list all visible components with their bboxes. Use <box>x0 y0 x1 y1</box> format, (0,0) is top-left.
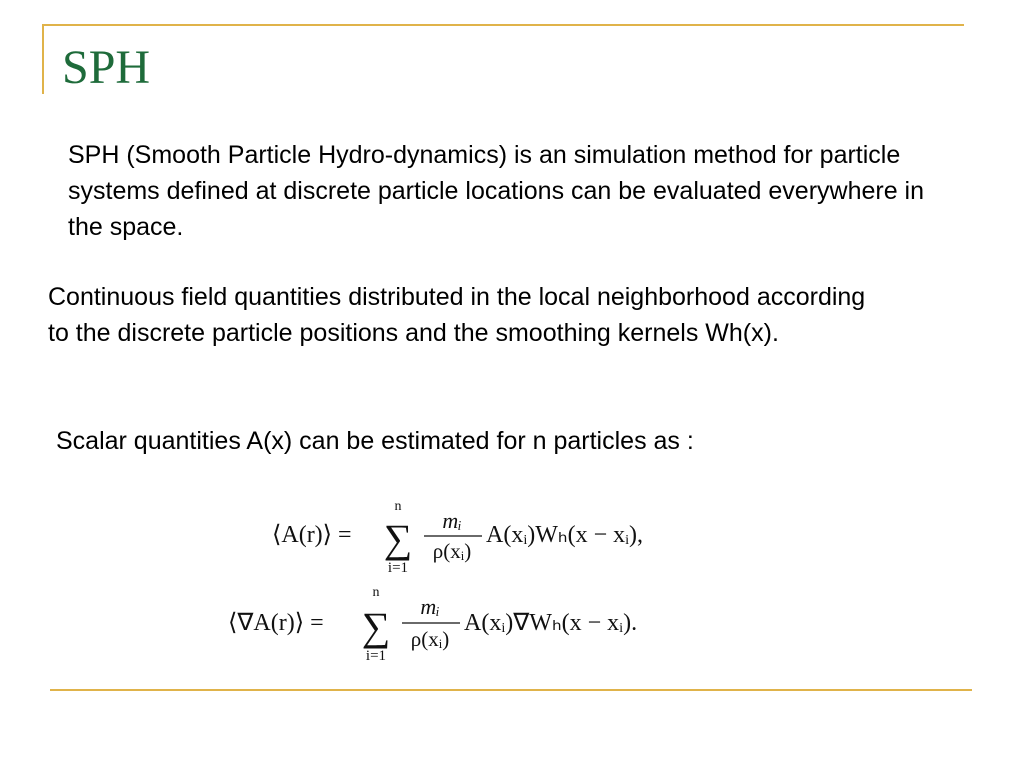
paragraph-continuous-fields: Continuous field quantities distributed in the local neighborhood according to the discrete particle positions and the smoothing kernels Wh(x). <box>48 283 866 347</box>
eq2-numerator: mᵢ <box>420 594 440 619</box>
eq1-denominator: ρ(xᵢ) <box>432 539 472 563</box>
bottom-border-line <box>50 689 972 691</box>
eq1-sum-symbol: ∑ <box>383 516 413 561</box>
eq1-rhs: A(xᵢ)Wₕ(x − xᵢ), <box>486 522 644 548</box>
paragraph-scalar-quantities: Scalar quantities A(x) can be estimated for n particles as : <box>56 427 694 455</box>
eq2-rhs: A(xᵢ)∇Wₕ(x − xᵢ). <box>464 610 638 636</box>
eq2-lhs: ⟨∇A(r)⟩ = <box>228 610 324 636</box>
eq1-numerator: mᵢ <box>442 508 462 533</box>
eq1-sum-upper: n <box>394 499 402 514</box>
eq2-sum-lower: i=1 <box>365 648 387 664</box>
top-border-line <box>42 24 964 26</box>
slide-title: SPH <box>62 41 151 94</box>
eq1-sum-lower: i=1 <box>387 560 409 576</box>
left-border-line <box>42 24 44 94</box>
eq1-lhs: ⟨A(r)⟩ = <box>272 522 352 548</box>
equation-gradient <box>228 585 637 664</box>
sph-equations <box>200 490 760 670</box>
eq2-sum-upper: n <box>372 585 380 600</box>
eq2-denominator: ρ(xᵢ) <box>410 627 450 651</box>
equation-scalar <box>272 499 643 576</box>
eq2-sum-symbol: ∑ <box>361 604 391 649</box>
paragraph-sph-definition: SPH (Smooth Particle Hydro-dynamics) is an simulation method for particle systems defined at discrete particle locations can be evaluated everywhere in the space. <box>68 141 925 241</box>
